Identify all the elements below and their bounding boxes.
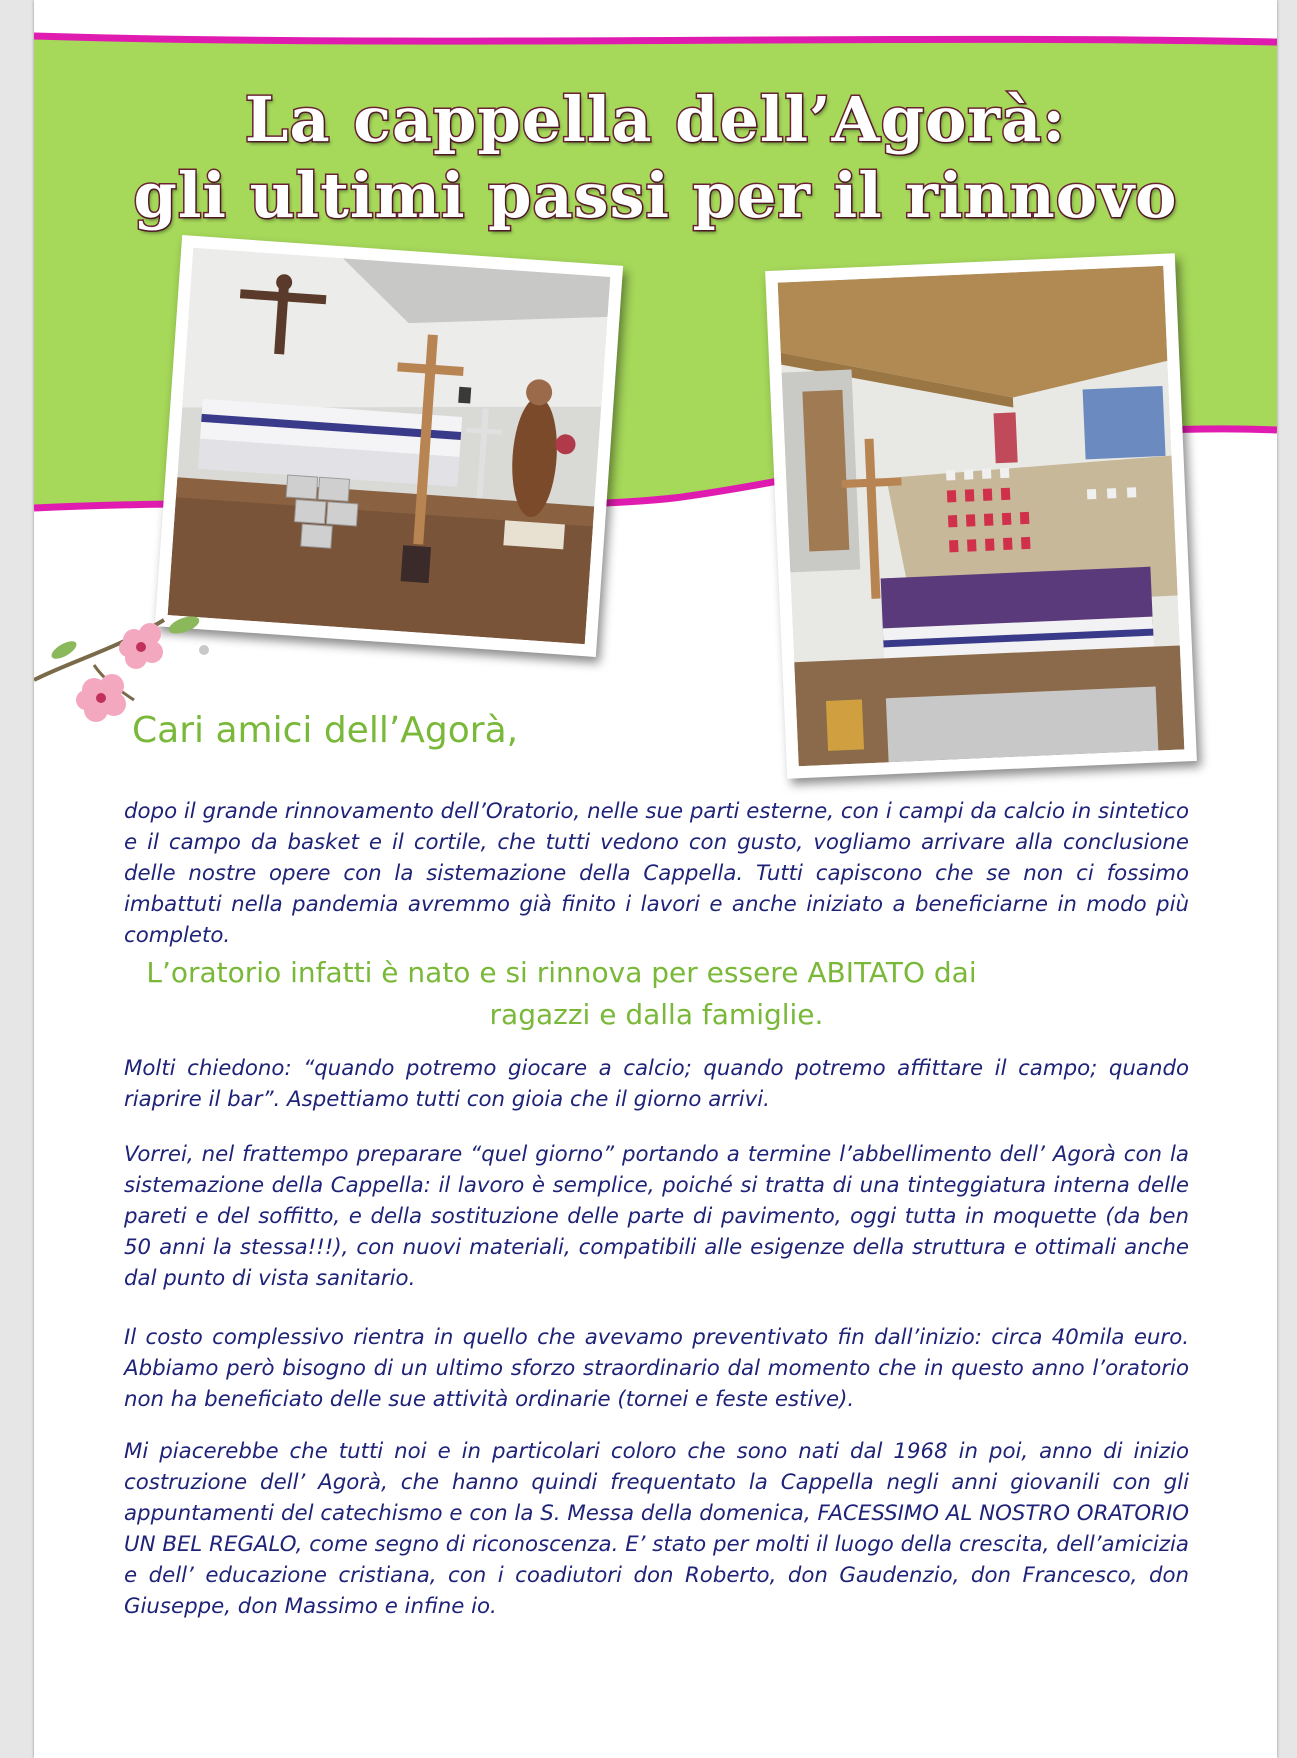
highlight-line-1: L’oratorio infatti è nato e si rinnova per essere ABITATO dai xyxy=(146,956,977,989)
title-line-2: gli ultimi passi per il rinnovo xyxy=(133,159,1178,232)
paragraph-2: Molti chiedono: “quando potremo giocare a calcio; quando potremo affittare il campo; quando riaprire il bar”. Aspettiamo tutti con gioia che il giorno arrivi. xyxy=(124,1056,1189,1112)
chapel-interior-photo xyxy=(765,253,1197,778)
document-page xyxy=(34,0,1277,1758)
chapel-altar-photo xyxy=(155,235,623,657)
highlight-line-2: ragazzi e dalla famiglie. xyxy=(489,998,824,1031)
paragraph-5: Mi piacerebbe che tutti noi e in particolari coloro che sono nati dal 1968 in poi, anno di inizio costruzione dell’ Agorà, che hanno quindi frequentato la Cappella negli anni giovanili con gli appuntamenti del catechismo e con la S. Messa della domenica, FACESSIMO AL NOSTRO ORATORIO UN BEL REGALO, come segno di riconoscenza. E’ stato per molti il luogo della crescita, dell’amicizia e dell’ educazione cristiana, con i coadiutori don Roberto, don Gaudenzio, don Francesco, don Giuseppe, don Massimo e infine io. xyxy=(124,1439,1189,1619)
page-title xyxy=(34,82,1277,234)
highlight-quote xyxy=(124,952,1189,1036)
paragraph-4: Il costo complessivo rientra in quello che avevamo preventivato fin dall’inizio: circa 40mila euro. Abbiamo però bisogno di un ultimo sforzo straordinario dal momento che in questo anno l’oratorio non ha beneficiato delle sue attività ordinarie (tornei e feste estive). xyxy=(124,1325,1189,1412)
greeting: Cari amici dell’Agorà, xyxy=(132,710,519,751)
paragraph-3: Vorrei, nel frattempo preparare “quel giorno” portando a termine l’abbellimento dell’ Agorà con la sistemazione della Cappella: il lavoro è semplice, poiché si tratta di una tinteggiatura interna delle pareti e del soffitto, e della sostituzione delle parte di pavimento, oggi tutta in moquette (da ben 50 anni la stessa!!!), con nuovi materiali, compatibili alle esigenze della struttura e ottimali anche dal punto di vista sanitario. xyxy=(124,1142,1189,1291)
title-line-1: La cappella dell’Agorà: xyxy=(244,83,1067,156)
paragraph-1: dopo il grande rinnovamento dell’Oratorio, nelle sue parti esterne, con i campi da calcio in sintetico e il campo da basket e il cortile, che tutti vedono con gusto, vogliamo arrivare alla conclusione delle nostre opere con la sistemazione della Cappella. Tutti capiscono che se non ci fossimo imbattuti nella pandemia avremmo già finito i lavori e anche iniziato a beneficiarne in modo più completo. xyxy=(124,799,1189,948)
